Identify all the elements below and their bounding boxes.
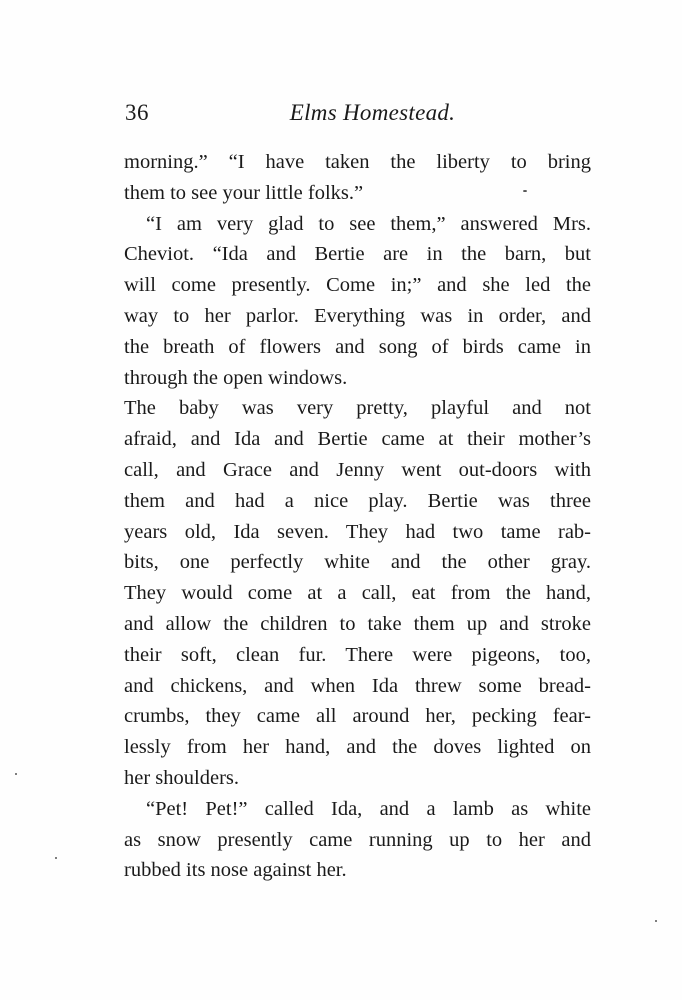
text-line: afraid, and Ida and Bertie came at their mother’s: [124, 428, 591, 451]
page-number: 36: [125, 100, 149, 125]
text-line: way to her parlor. Everything was in order, and: [124, 304, 591, 327]
print-speck: [655, 920, 657, 922]
text-line: their soft, clean fur. There were pigeons, too,: [124, 643, 591, 666]
text-line: the breath of flowers and song of birds came in: [124, 335, 591, 358]
paragraph-end-line: through the open windows.: [124, 366, 348, 389]
book-title: Elms Homestead.: [289, 100, 456, 125]
text-line: will come presently. Come in;” and she led the: [124, 274, 591, 297]
paragraph-end-line: her shoulders.: [124, 766, 240, 789]
text-line: and allow the children to take them up and stroke: [124, 612, 591, 635]
body-text: [124, 147, 591, 886]
print-speck: [523, 190, 527, 192]
paragraph-first-line: The baby was very pretty, playful and not: [124, 397, 591, 420]
paragraph-first-line: “I am very glad to see them,” answered Mrs.: [146, 212, 591, 235]
text-line: years old, Ida seven. They had two tame rab-: [124, 520, 591, 543]
text-line: bits, one perfectly white and the other gray.: [124, 551, 591, 574]
text-line: call, and Grace and Jenny went out-doors with: [124, 458, 591, 481]
text-line: They would come at a call, eat from the hand,: [124, 582, 591, 605]
text-line: morning.” “I have taken the liberty to bring: [124, 151, 591, 173]
text-line: crumbs, they came all around her, pecking fear-: [124, 705, 591, 728]
text-line: as snow presently came running up to her and: [124, 828, 591, 851]
running-head: [125, 100, 590, 134]
paragraph-end-line: them to see your little folks.”: [124, 181, 364, 204]
text-line: Cheviot. “Ida and Bertie are in the barn, but: [124, 243, 591, 266]
text-line: lessly from her hand, and the doves lighted on: [124, 736, 591, 759]
print-speck: [55, 857, 57, 859]
text-line: and chickens, and when Ida threw some bread-: [124, 674, 591, 697]
paragraph-end-line: rubbed its nose against her.: [124, 859, 347, 882]
paragraph-first-line: “Pet! Pet!” called Ida, and a lamb as white: [146, 797, 591, 820]
text-line: them and had a nice play. Bertie was three: [124, 489, 591, 512]
print-speck: [15, 773, 17, 775]
